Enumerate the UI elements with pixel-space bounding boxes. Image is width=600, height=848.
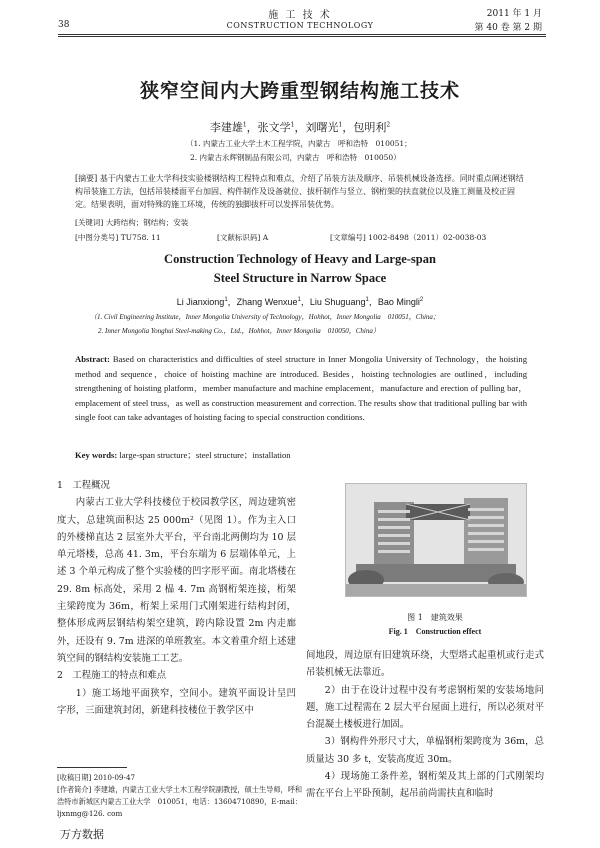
section-2-title: 2 工程施工的特点和难点 — [57, 670, 167, 682]
keywords-en: Key words: large-span structure；steel structure；installation — [75, 450, 291, 460]
abstract-zh-label: [摘要] — [75, 174, 98, 183]
abstract-en-label: Abstract: — [75, 354, 110, 364]
body-right-column — [306, 647, 544, 803]
article-title-zh: 狭窄空间内大跨重型钢结构施工技术 — [139, 80, 460, 102]
header-rule — [58, 34, 546, 35]
footnote — [57, 772, 307, 820]
affiliation-en-2: 2. Inner Mongolia Yonghui Steel-making Co.，Ltd.，Hohhot，Inner Mongolia 010050，China） — [98, 327, 380, 335]
volume-issue: 第 40 卷 第 2 期 — [474, 23, 542, 33]
author-zh: 刘曙光 — [305, 121, 339, 134]
paragraph: 3）钢构件外形尺寸大，单榀钢桁架跨度为 36m，总质量达 30 多 t，安装高度近 30m。 — [306, 736, 544, 765]
figure-caption-zh: 图 1 建筑效果 — [407, 613, 463, 622]
author-info: [作者简介] 李建雄，内蒙古工业大学土木工程学院副教授，硕士生导师，呼和浩特市新城区内蒙古工业大学 010051，电话：13604710890，E-mail：ljxnmg@126. com — [57, 785, 303, 818]
affiliation-en-1: （1. Civil Engineering Institute，Inner Mongolia University of Technology，Hohhot，Inner Mongolia 010051，China； — [90, 313, 440, 321]
affiliation-zh-1: （1. 内蒙古工业大学土木工程学院，内蒙古 呼和浩特 010051； — [186, 139, 412, 148]
doc-code: [文献标识码] A — [217, 233, 269, 242]
author-zh: 张文学 — [257, 121, 291, 134]
paragraph: 4）现场施工条件差，钢桁架及其上部的门式刚架均需在平台上平卧预制，起吊前尚需扶直和临时 — [306, 771, 544, 800]
database-watermark: 万方数据 — [60, 829, 104, 841]
article-title-en-line1: Construction Technology of Heavy and Large-span — [164, 252, 436, 266]
abstract-zh — [75, 172, 525, 211]
journal-name-en: CONSTRUCTION TECHNOLOGY — [226, 21, 374, 30]
journal-name-zh: 施 工 技 术 — [268, 10, 332, 21]
abstract-zh-text: 基于内蒙古工业大学科技实验楼钢结构工程特点和难点，介绍了吊装方法及顺序、吊装机械设备选择。同时重点阐述钢结构吊装施工方法，包括吊装楼面平台加固、构件制作及设备就位、拔杆制作与竖立、钢桁架的扶直就位以及施工测量及校正固定。结果表明，面对特殊的施工环境，传统的独脚拔杆可以发挥吊装优势。 — [75, 174, 524, 209]
section-1-paragraph: 内蒙古工业大学科技楼位于校园教学区，周边建筑密度大，总建筑面积达 25 000m²（见图 1）。作为主入口的外楼梯直达 2 层室外大平台，平台南北两侧均为 10 层单元塔楼，总高 41. 3m，平台东端为 6 层端体单元，上述 3 个单元构成了整个实验楼的凹字形平面。南北塔楼在 29. 8m 标高处，采用 2 榀 4. 7m 高钢桁架连接，桁架主梁跨度为 36m，桁架上采用门式刚架进行结构封闭，整体形成两层钢结构架空建筑，跨内除设置 2m 内走廊外，还设有 9. 7m 进深的单班教室。本文着重介绍上述建筑空间的钢结构安装施工工艺。 — [57, 497, 296, 664]
section-1-title: 1 工程概况 — [57, 480, 110, 491]
building-illustration — [346, 484, 526, 596]
footnote-rule — [57, 767, 127, 768]
author-zh: 包明利 — [353, 121, 387, 134]
header-rule-2 — [58, 36, 546, 37]
paragraph: 2）由于在设计过程中没有考虑钢桁架的安装场地问题，施工过程需在 2 层大平台屋面上进行，所以必须对平台混凝土楼板进行加固。 — [306, 684, 544, 731]
body-left-column — [57, 477, 296, 719]
building-photo — [345, 483, 527, 597]
affiliation-zh-2: 2. 内蒙古永辉钢制品有限公司，内蒙古 呼和浩特 010050） — [190, 153, 401, 162]
issue-date: 2011 年 1 月 — [486, 9, 542, 19]
abstract-en-text: Based on characteristics and difficulties of steel structure in Inner Mongolia University of Technology，the hoisting method and sequence，choice of hoisting machine are introduced. Besides，hoisting technologies are outlined，including strengthening of hoisting platform，member manufacture and machine emplacement，manufacture and erection of pulling bar，emplacement of steel truss，as well as construction measurement and correction. The results show that traditional pulling bar with single foot can take advantages of hoisting facing to special construction conditions. — [75, 354, 527, 423]
author-zh: 李建雄 — [209, 121, 243, 134]
authors-en: Li Jianxiong$^1$，Zhang Wenxue$^1$，Liu Shuguang$^1$，Bao Mingli$^2$ — [176, 297, 424, 307]
section-2-paragraph: 1）施工场地平面狭窄，空间小。建筑平面设计呈凹字形，三面建筑封闭，新建科技楼位于教学区中 — [57, 687, 296, 716]
keywords-zh: [关键词] 大跨结构；钢结构；安装 — [75, 218, 189, 227]
received-date: [收稿日期] 2010-09-47 — [57, 773, 136, 782]
abstract-en — [75, 352, 527, 425]
authors-zh: 李建雄$^1$，张文学$^1$，刘曙光$^1$，包明利$^2$ — [209, 121, 391, 134]
clc-number: [中图分类号] TU758. 11 — [75, 233, 161, 242]
page-number: 38 — [58, 20, 70, 30]
article-title-en-line2: Steel Structure in Narrow Space — [213, 271, 387, 285]
article-number: [文章编号] 1002-8498（2011）02-0038-03 — [330, 233, 487, 242]
paragraph: 间地段，周边原有旧建筑环绕，大型塔式起重机或行走式吊装机械无法靠近。 — [306, 650, 544, 679]
figure-caption-en: Fig. 1 Construction effect — [388, 627, 482, 636]
